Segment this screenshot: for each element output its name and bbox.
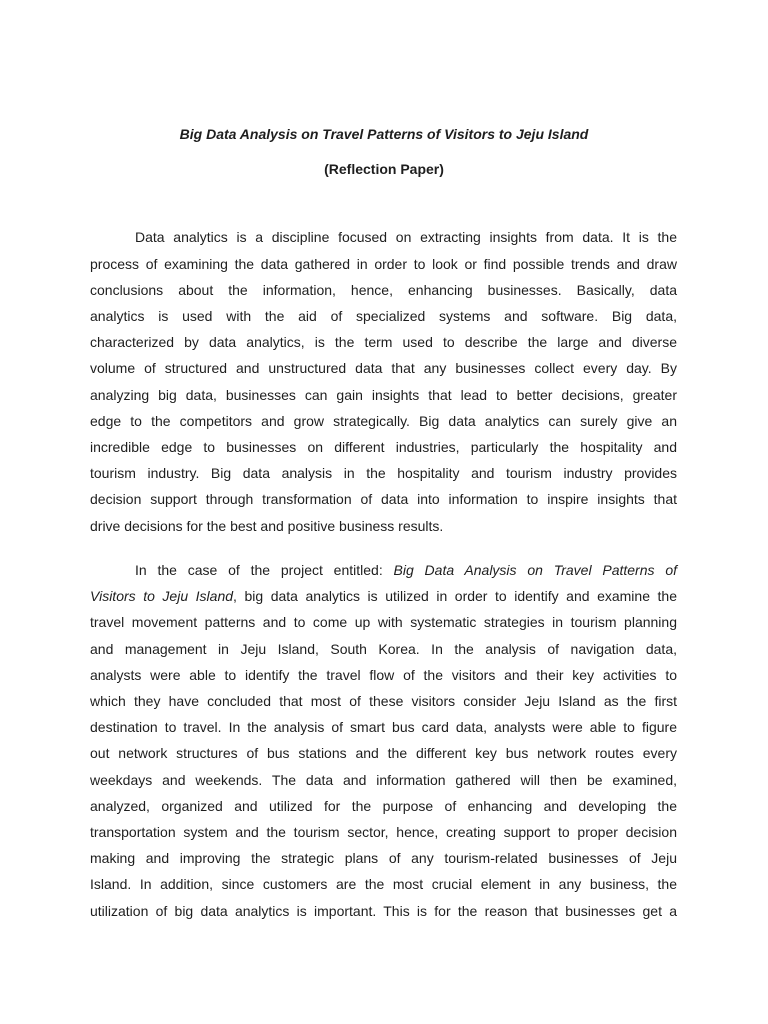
paragraph-line xyxy=(135,561,677,579)
project-title-italic: Big Data Analysis on Travel Patterns of xyxy=(393,562,677,578)
document-title: Big Data Analysis on Travel Patterns of Visitors to Jeju Island xyxy=(179,126,589,142)
paragraph-line: volume of structured and unstructured data that any businesses collect every day. By xyxy=(90,360,677,376)
paragraph-line: which they have concluded that most of these visitors consider Jeju Island as the first xyxy=(90,693,677,709)
paragraph-line: analytics is used with the aid of specialized systems and software. Big data, xyxy=(90,308,677,324)
paragraph-line: utilization of big data analytics is important. This is for the reason that businesses get a xyxy=(90,903,677,919)
paragraph-line: edge to the competitors and grow strategically. Big data analytics can surely give an xyxy=(90,413,677,429)
line-text: , big data analytics is utilized in order to identify and examine the xyxy=(233,588,677,604)
paragraph-line: destination to travel. In the analysis of smart bus card data, analysts were able to figure xyxy=(90,719,677,735)
paragraph-line: transportation system and the tourism sector, hence, creating support to proper decision xyxy=(90,824,677,840)
project-title-italic: Visitors to Jeju Island xyxy=(90,588,234,604)
paragraph-line: characterized by data analytics, is the term used to describe the large and diverse xyxy=(90,334,677,350)
paragraph-line: and management in Jeju Island, South Korea. In the analysis of navigation data, xyxy=(90,641,677,657)
paragraph-line: incredible edge to businesses on different industries, particularly the hospitality and xyxy=(90,439,677,455)
paragraph-line: Island. In addition, since customers are the most crucial element in any business, the xyxy=(90,876,677,892)
line-text: In the case of the project entitled: xyxy=(135,562,394,578)
paragraph-line: analysts were able to identify the travel flow of the visitors and their key activities to xyxy=(90,667,677,683)
paragraph-line: process of examining the data gathered in order to look or find possible trends and draw xyxy=(90,256,677,272)
paragraph-line: weekdays and weekends. The data and information gathered will then be examined, xyxy=(90,772,677,788)
paragraph-line: conclusions about the information, hence, enhancing businesses. Basically, data xyxy=(90,282,677,298)
paragraph-line: drive decisions for the best and positive business results. xyxy=(90,518,444,534)
paragraph-line: analyzed, organized and utilized for the purpose of enhancing and developing the xyxy=(90,798,677,814)
paragraph-line: tourism industry. Big data analysis in the hospitality and tourism industry provides xyxy=(90,465,677,481)
paragraph-line: out network structures of bus stations and the different key bus network routes every xyxy=(90,745,677,761)
paragraph-line: Data analytics is a discipline focused on extracting insights from data. It is the xyxy=(135,229,677,245)
paragraph-line: decision support through transformation of data into information to inspire insights that xyxy=(90,491,677,507)
document-subtitle: (Reflection Paper) xyxy=(324,161,444,177)
paragraph-line: analyzing big data, businesses can gain insights that lead to better decisions, greater xyxy=(90,387,677,403)
paragraph-line xyxy=(90,587,677,605)
paragraph-line: making and improving the strategic plans of any tourism-related businesses of Jeju xyxy=(90,850,677,866)
paragraph-line: travel movement patterns and to come up with systematic strategies in tourism planning xyxy=(90,614,677,630)
